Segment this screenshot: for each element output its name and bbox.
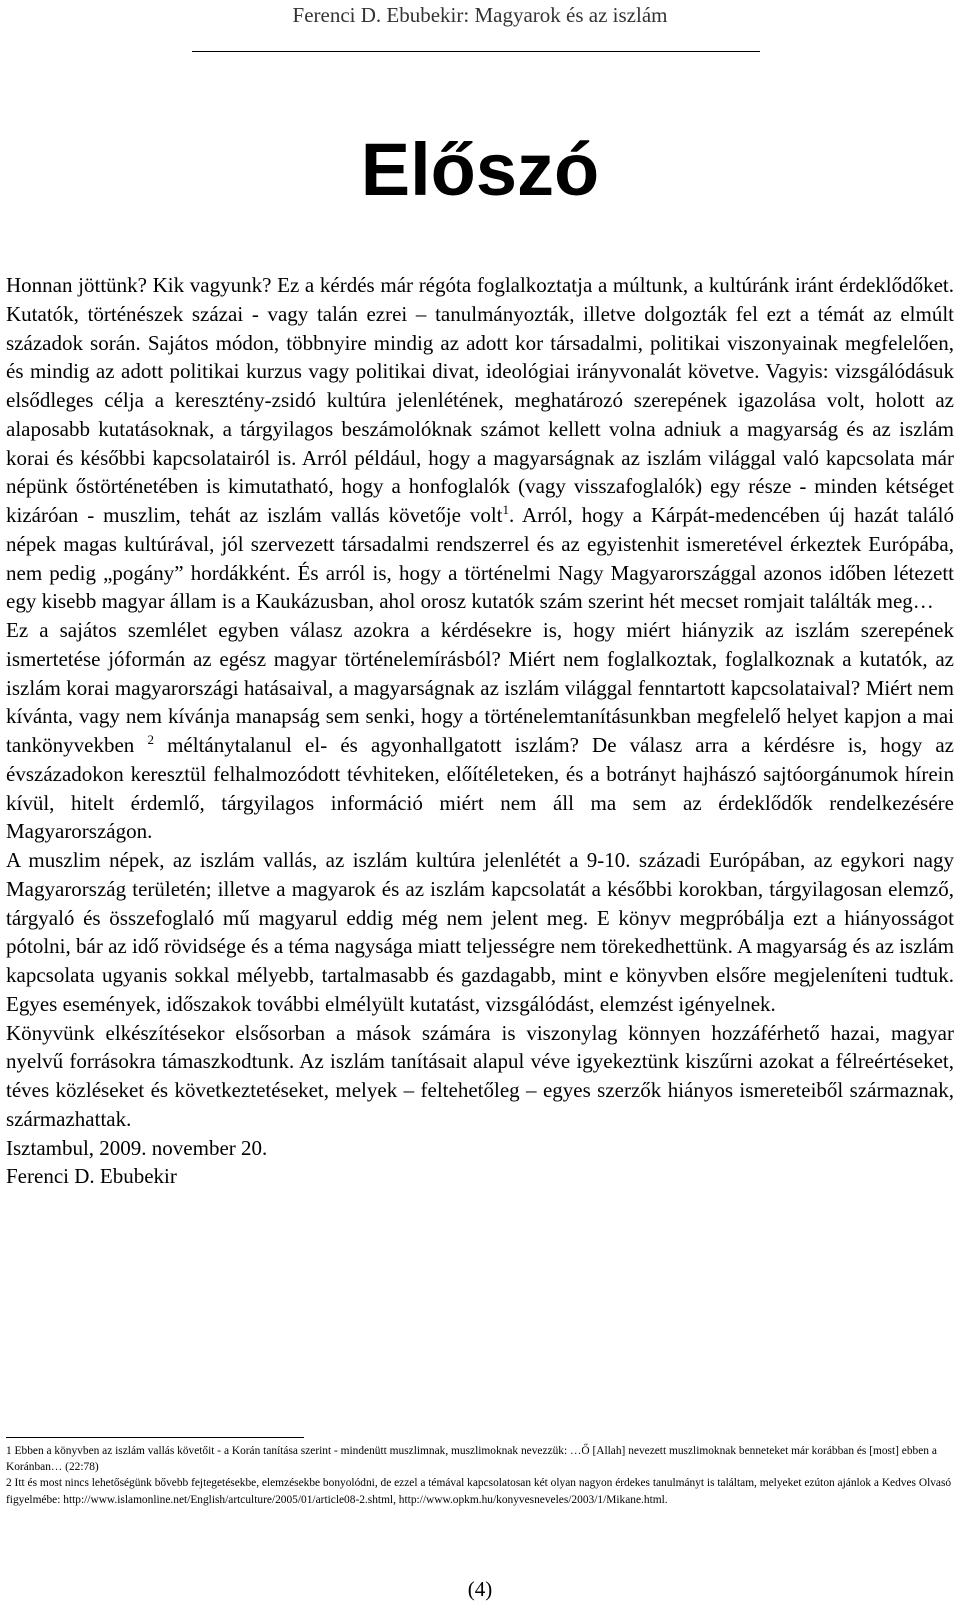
body-text (6, 271, 954, 1191)
paragraph-text: Honnan jöttünk? Kik vagyunk? Ez a kérdés már régóta foglalkoztatja a múltunk, a kultúránk iránt érdeklődőket. Kutatók, történészek százai - vagy talán ezrei – tanulmányozták, illetve dolgozták fel ezt a témát az elmúlt századok során. Sajátos módon, többnyire mindig az adott kor társadalmi, politikai viszonyainak megfelelően, és mindig az adott politikai kurzus vagy politikai divat, ideológiai irányvonalát követve. Vagyis: vizsgálódásuk elsődleges célja a keresztény-zsidó kultúra jelenlétének, meghatározó szerepének igazolása volt, holott az alaposabb kutatásoknak, a tárgyilagos beszámolóknak számot kellett volna adniuk a magyarság és az iszlám korai és későbbi kapcsolatairól is. Arról például, hogy a magyarságnak az iszlám világgal való kapcsolata már népünk őstörténetében is kimutatható, hogy a honfoglalók (vagy visszafoglalók) egy része - minden kétséget kizáróan - muszlim, tehát az iszlám vallás követője volt (6, 273, 954, 527)
footnote-ref[interactable]: 1 (502, 502, 510, 517)
signature-author: Ferenci D. Ebubekir (6, 1164, 177, 1189)
paragraph (6, 1019, 954, 1134)
paragraph-text: A muszlim népek, az iszlám vallás, az iszlám kultúra jelenlétét a 9-10. századi Európában, az egykori nagy Magyarország területén; illetve a magyarok és az iszlám kapcsolatát a későbbi korokban, tárgyilagosan elemző, tárgyaló és összefoglaló mű magyarul eddig még nem jelent meg. E könyv megpróbálja ezt a hiányosságot pótolni, bár az idő rövidsége és a téma nagysága miatt teljességre nem törekedhettünk. A magyarság és az iszlám kapcsolata ugyanis sokkal mélyebb, tartalmasabb és gazdagabb, mint e könyvben elsőre megjeleníteni tudtuk. Egyes események, időszakok további elmélyült kutatást, vizsgálódást, elemzést igényelnek. (6, 848, 954, 1016)
paragraph-text: Ez a sajátos szemlélet egyben válasz azokra a kérdésekre is, hogy miért hiányzik az iszlám szerepének ismertetése jóformán az egész magyar történelemírásból? Miért nem foglalkoztak, foglalkoznak a kutatók, az iszlám korai magyarországi hatásaival, a magyarságnak az iszlám világgal fenntartott kapcsolataival? Miért nem kívánta, vagy nem kívánja manapság sem senki, hogy a történelemtanításunkban megfelelő helyet kapjon a mai tankönyvekben (6, 618, 954, 757)
page-number: (4) (467, 1577, 493, 1601)
signature-place-date: Isztambul, 2009. november 20. (6, 1135, 268, 1160)
paragraph (6, 616, 954, 846)
footnote: 1 Ebben a könyvben az iszlám vallás követőit - a Korán tanítása szerint - mindenütt muszlimnak, muszlimoknak nevezzük: …Ő [Allah] nevezett muszlimoknak benneteket már korábban és [most] ebben a Koránban… (22:78) (6, 1445, 937, 1474)
footnote-ref[interactable]: 2 (147, 732, 154, 747)
header-rule (192, 51, 760, 52)
page-title: Előszó (360, 128, 600, 211)
footnotes (6, 1443, 954, 1508)
footnote-rule (6, 1437, 304, 1438)
running-header: Ferenci D. Ebubekir: Magyarok és az iszlám (292, 3, 668, 27)
paragraph-text: . Arról, hogy a Kárpát-medencében új hazát találó népek magas kultúrával, jól szervezett társadalmi rendszerrel és az egyistenhit ismeretével érkeztek Európába, nem pedig „pogány” hordákként. És arról is, hogy a történelmi Nagy Magyarországgal azonos időben létezett egy kisebb magyar állam is a Kaukázusban, ahol orosz kutatók szám szerint hét mecset romjait találták meg… (6, 503, 954, 614)
paragraph (6, 271, 954, 616)
paragraph-text: Könyvünk elkészítésekor elsősorban a mások számára is viszonylag könnyen hozzáférhető hazai, magyar nyelvű forrásokra támaszkodtunk. Az iszlám tanításait alapul véve igyekeztünk kiszűrni azokat a félreértéseket, téves közléseket és következtetéseket, melyek – feltehetőleg – egyes szerzők hiányos ismereteiből származnak, származhattak. (6, 1020, 954, 1131)
footnote: 2 Itt és most nincs lehetőségünk bővebb fejtegetésekbe, elemzésekbe bonyolódni, de ezzel a témával kapcsolatosan két olyan nagyon érdekes tanulmányt is találtam, melyeket ezúton ajánlok a Kedves Olvasó figyelmébe: http://www.islamonline.net/English/artculture/2005/01/article08-2.shtml, http://www.opkm.hu/konyvesneveles/2003/1/Mikane.html. (6, 1477, 952, 1506)
paragraph-text: méltánytalanul el- és agyonhallgatott iszlám? De válasz arra a kérdésre is, hogy az évszázadokon keresztül felhalmozódott tévhiteken, előítéleteken, és a botrányt hajhászó sajtóorgánumok hírein kívül, hitelt érdemlő, tárgyilagos információ miért nem áll ma sem az érdeklődők rendelkezésére Magyarországon. (6, 733, 954, 844)
paragraph (6, 846, 954, 1019)
